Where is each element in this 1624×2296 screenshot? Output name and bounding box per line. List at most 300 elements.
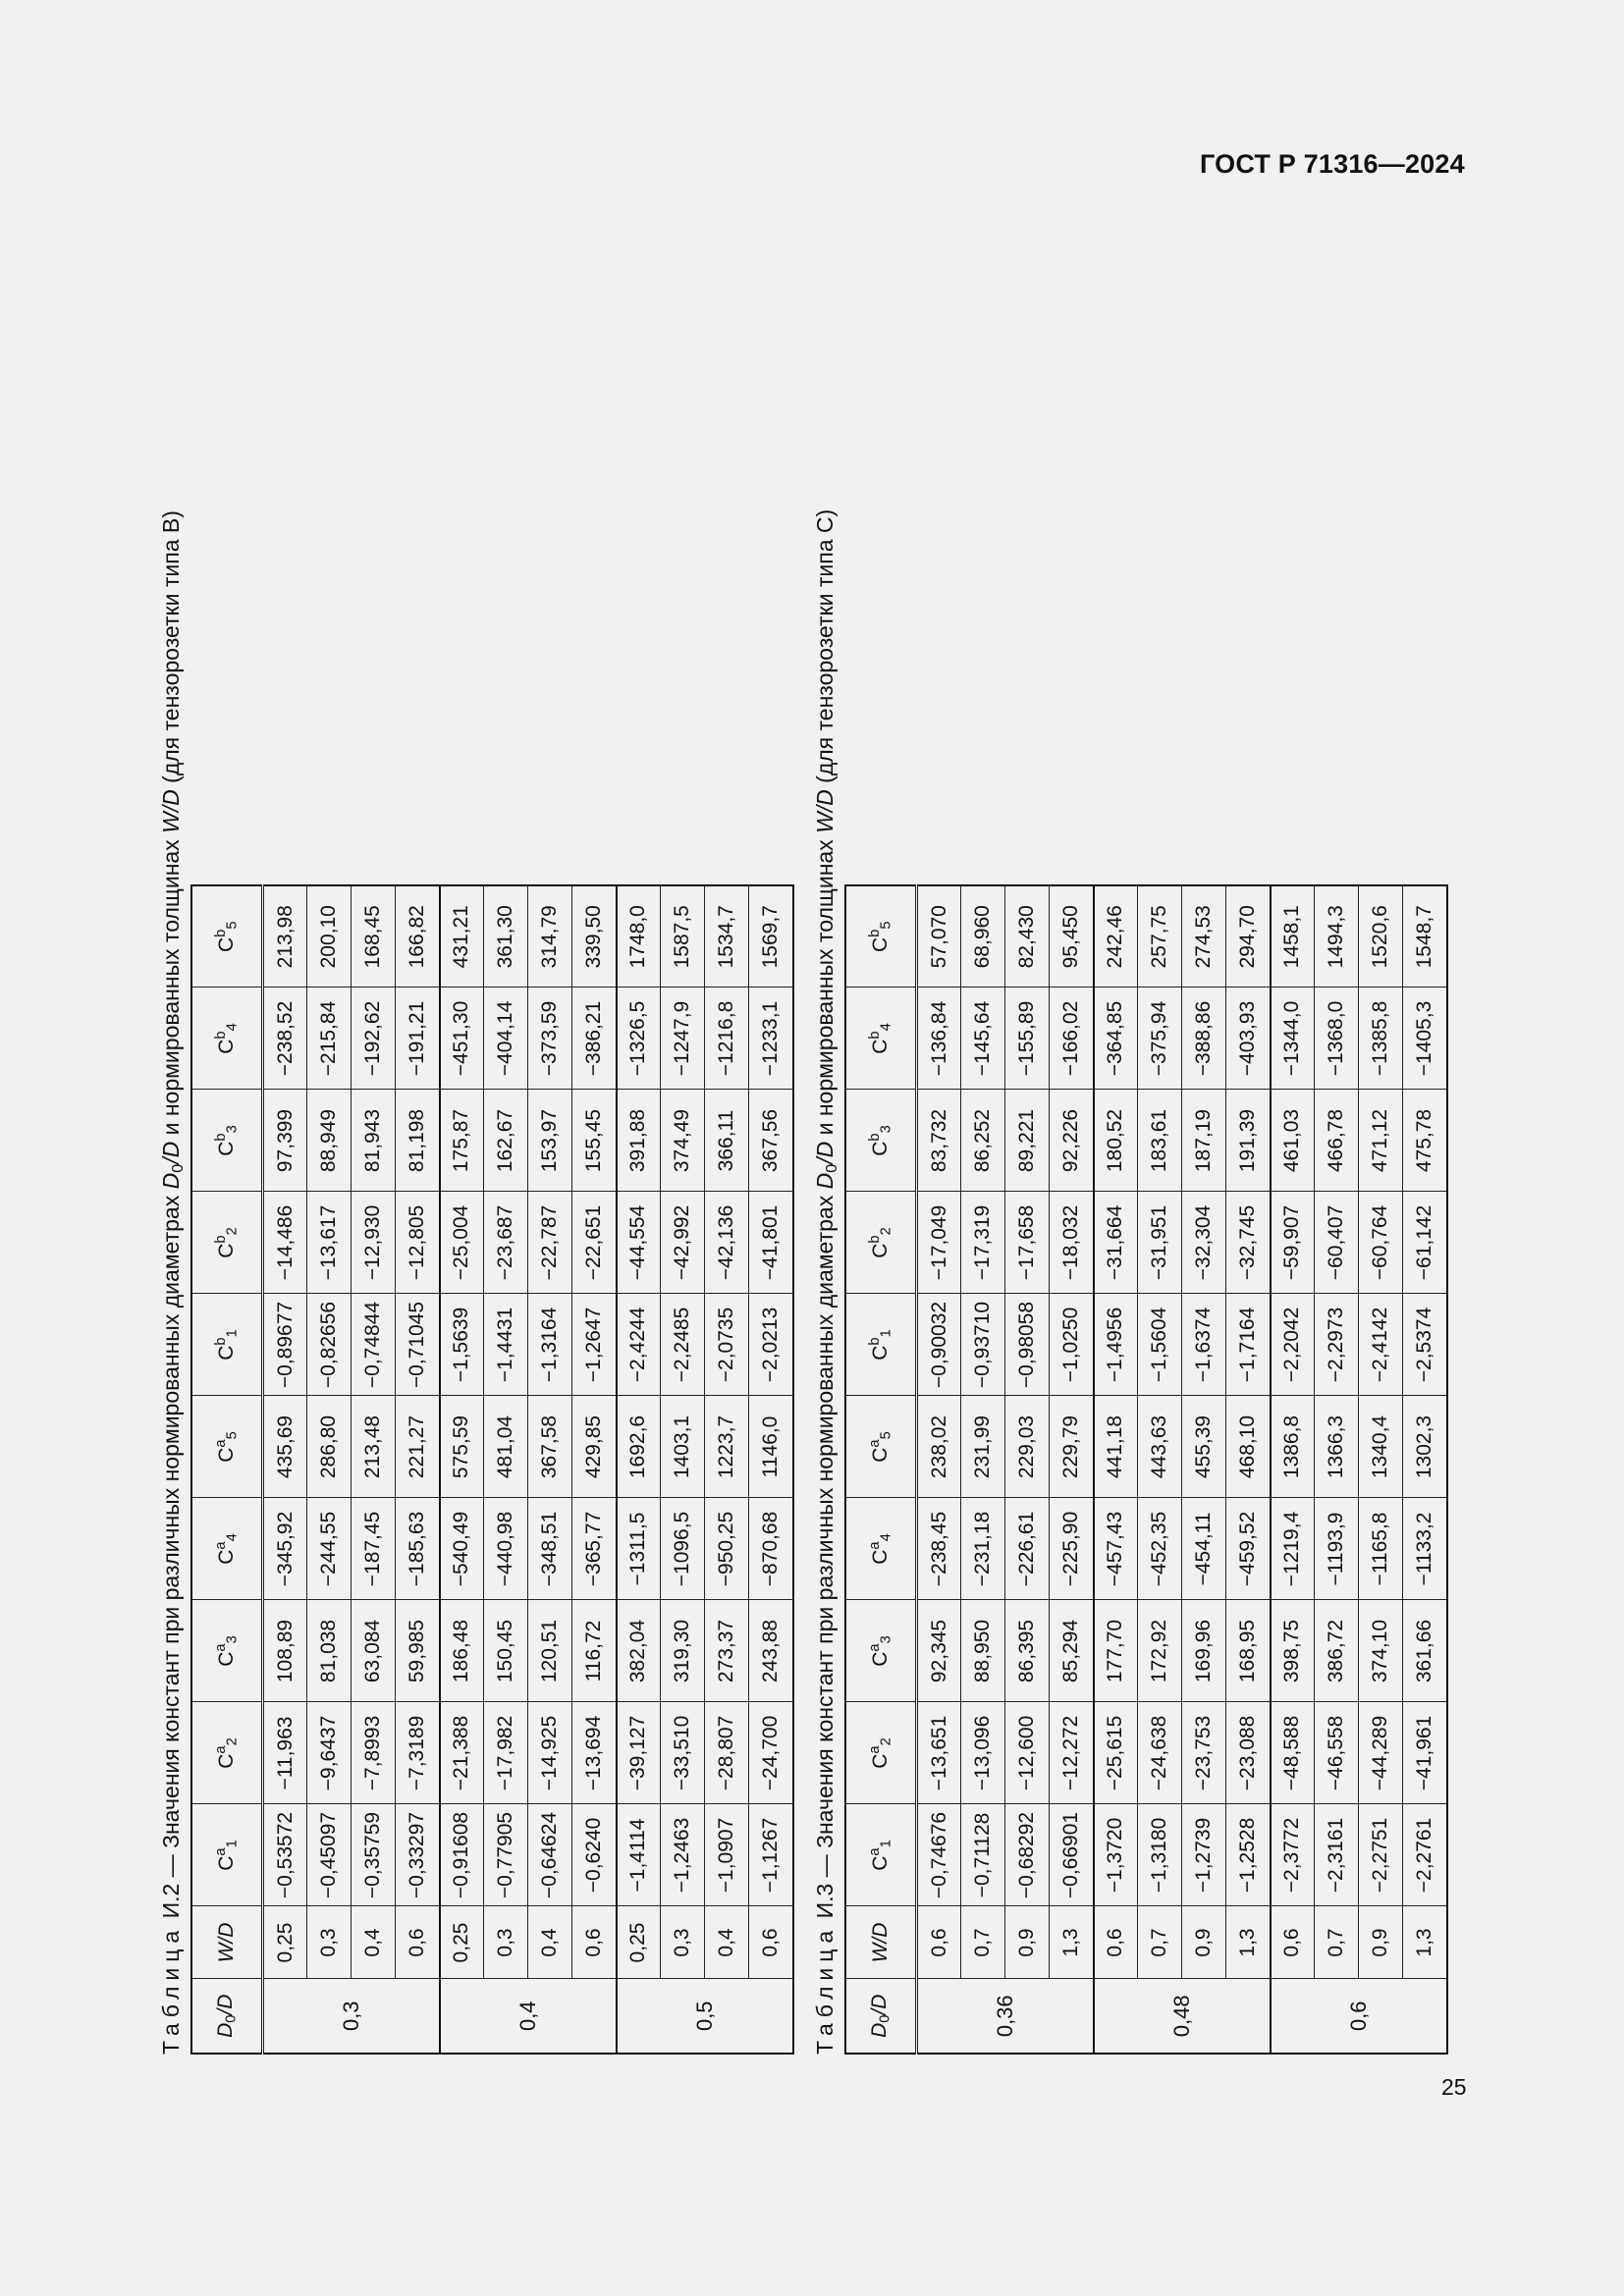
header-c-letter: C	[215, 1447, 239, 1463]
header-c-subscript: 4	[878, 1533, 894, 1542]
table-i3	[844, 884, 1448, 2055]
header-c-subscript: 5	[878, 921, 894, 930]
coefficient-cell: 81,198	[396, 1090, 440, 1192]
coefficient-cell: −1,2647	[572, 1294, 617, 1396]
coefficient-cell: 88,949	[307, 1090, 352, 1192]
caption-text: и нормированных толщинах	[158, 832, 184, 1142]
coefficient-cell: 1386,8	[1271, 1396, 1315, 1498]
wd-value: 1,3	[1403, 1906, 1447, 1979]
coefficient-cell: −1,3180	[1138, 1804, 1182, 1906]
header-c-subscript: 3	[224, 1635, 241, 1644]
coefficient-cell: −1165,8	[1359, 1498, 1403, 1600]
table-row	[1359, 885, 1403, 2054]
coefficient-cell: −191,21	[396, 988, 440, 1090]
coefficient-cell: 314,79	[528, 885, 572, 988]
coefficient-cell: −1,4114	[617, 1804, 661, 1906]
coefficient-cell: 257,75	[1138, 885, 1182, 988]
header-c-subscript: 4	[224, 1533, 241, 1542]
header-d0-sub: 0	[223, 2014, 240, 2023]
coefficient-cell: −1,3720	[1094, 1804, 1138, 1906]
coefficient-cell: −18,032	[1050, 1192, 1094, 1294]
coefficient-cell: 169,96	[1182, 1600, 1226, 1702]
coefficient-cell: −386,21	[572, 988, 617, 1090]
coefficient-cell: −0,71045	[396, 1294, 440, 1396]
coefficient-cell: 59,985	[396, 1600, 440, 1702]
coefficient-cell: −46,558	[1315, 1702, 1359, 1804]
coefficient-cell: −14,486	[263, 1192, 307, 1294]
coefficient-cell: −2,2751	[1359, 1804, 1403, 1906]
coefficient-cell: 339,50	[572, 885, 617, 988]
coefficient-cell: 575,59	[440, 1396, 484, 1498]
coefficient-cell: 1146,0	[749, 1396, 793, 1498]
coefficient-cell: −0,33297	[396, 1804, 440, 1906]
coefficient-cell: 68,960	[961, 885, 1005, 988]
coefficient-cell: −2,2761	[1403, 1804, 1447, 1906]
caption-text: Значения констант при различных нормированных диаметрах	[812, 1189, 838, 1848]
column-header-c3-a	[191, 1600, 263, 1702]
table-row	[1403, 885, 1447, 2054]
column-header-c5-a	[191, 1396, 263, 1498]
coefficient-cell: 172,92	[1138, 1600, 1182, 1702]
wd-value: 0,3	[661, 1906, 705, 1979]
coefficient-cell: 86,395	[1005, 1600, 1050, 1702]
coefficient-cell: 273,37	[705, 1600, 749, 1702]
coefficient-cell: 83,732	[917, 1090, 961, 1192]
coefficient-cell: −0,89677	[263, 1294, 307, 1396]
coefficient-cell: 431,21	[440, 885, 484, 988]
column-header-c4-b	[845, 988, 917, 1090]
table-row	[440, 885, 484, 2054]
coefficient-cell: −1405,3	[1403, 988, 1447, 1090]
coefficient-cell: −60,407	[1315, 1192, 1359, 1294]
coefficient-cell: −23,088	[1226, 1702, 1271, 1804]
coefficient-cell: 82,430	[1005, 885, 1050, 988]
coefficient-cell: −388,86	[1182, 988, 1226, 1090]
coefficient-cell: 1692,6	[617, 1396, 661, 1498]
column-header-c1-a	[845, 1804, 917, 1906]
column-header-d0-d	[191, 1979, 263, 2054]
coefficient-cell: −348,51	[528, 1498, 572, 1600]
coefficient-cell: −60,764	[1359, 1192, 1403, 1294]
coefficient-cell: −2,5374	[1403, 1294, 1447, 1396]
coefficient-cell: −25,615	[1094, 1702, 1138, 1804]
coefficient-cell: −61,142	[1403, 1192, 1447, 1294]
coefficient-cell: 238,02	[917, 1396, 961, 1498]
coefficient-cell: 81,943	[352, 1090, 396, 1192]
coefficient-cell: −225,90	[1050, 1498, 1094, 1600]
coefficient-cell: −0,6240	[572, 1804, 617, 1906]
coefficient-cell: −0,53572	[263, 1804, 307, 1906]
caption-wd: W/D	[812, 789, 838, 833]
header-c-subscript: 3	[878, 1635, 894, 1644]
coefficient-cell: −23,753	[1182, 1702, 1226, 1804]
coefficient-cell: 1548,7	[1403, 885, 1447, 988]
coefficient-cell: −136,84	[917, 988, 961, 1090]
column-header-c2-b	[191, 1192, 263, 1294]
header-c-superscript: a	[213, 1541, 230, 1550]
header-c-superscript: a	[867, 1847, 884, 1856]
caption-text: (для тензорозетки типа C)	[812, 508, 838, 790]
coefficient-cell: −1,5604	[1138, 1294, 1182, 1396]
table-i2-block	[157, 510, 794, 2055]
coefficient-cell: −41,961	[1403, 1702, 1447, 1804]
caption-number: И.3 —	[812, 1847, 838, 1925]
table-row	[705, 885, 749, 2054]
coefficient-cell: 120,51	[528, 1600, 572, 1702]
coefficient-cell: −1193,9	[1315, 1498, 1359, 1600]
column-header-c4-b	[191, 988, 263, 1090]
header-c-letter: C	[869, 1753, 893, 1769]
coefficient-cell: 88,950	[961, 1600, 1005, 1702]
coefficient-cell: −2,3772	[1271, 1804, 1315, 1906]
coefficient-cell: −0,71128	[961, 1804, 1005, 1906]
coefficient-cell: −2,3161	[1315, 1804, 1359, 1906]
header-c-letter: C	[215, 1753, 239, 1769]
wd-value: 0,9	[1182, 1906, 1226, 1979]
coefficient-cell: −226,61	[1005, 1498, 1050, 1600]
coefficient-cell: −166,02	[1050, 988, 1094, 1090]
coefficient-cell: 162,67	[484, 1090, 528, 1192]
header-c-letter: C	[215, 1855, 239, 1871]
wd-value: 0,6	[396, 1906, 440, 1979]
wd-value: 0,25	[263, 1906, 307, 1979]
coefficient-cell: −12,600	[1005, 1702, 1050, 1804]
coefficient-cell: −0,82656	[307, 1294, 352, 1396]
header-c-subscript: 2	[224, 1227, 241, 1236]
coefficient-cell: 186,48	[440, 1600, 484, 1702]
coefficient-cell: 168,95	[1226, 1600, 1271, 1702]
coefficient-cell: −0,64624	[528, 1804, 572, 1906]
caption-d0: D	[812, 1172, 838, 1190]
table-row	[572, 885, 617, 2054]
header-d0-letter: D	[868, 2022, 892, 2038]
coefficient-cell: 191,39	[1226, 1090, 1271, 1192]
coefficient-cell: −145,64	[961, 988, 1005, 1090]
coefficient-cell: 429,85	[572, 1396, 617, 1498]
coefficient-cell: −365,77	[572, 1498, 617, 1600]
coefficient-cell: 374,49	[661, 1090, 705, 1192]
header-c-subscript: 1	[224, 1329, 241, 1338]
coefficient-cell: −2,2485	[661, 1294, 705, 1396]
table-row	[396, 885, 440, 2054]
header-c-subscript: 1	[224, 1840, 241, 1848]
wd-value: 0,6	[1094, 1906, 1138, 1979]
table-i2	[190, 884, 794, 2055]
header-wd-text: W/D	[869, 1922, 892, 1963]
coefficient-cell: −17,049	[917, 1192, 961, 1294]
header-c-letter: C	[869, 1855, 893, 1871]
column-header-c1-b	[191, 1294, 263, 1396]
table-row	[961, 885, 1005, 2054]
coefficient-cell: 1223,7	[705, 1396, 749, 1498]
coefficient-cell: 441,18	[1094, 1396, 1138, 1498]
header-c-letter: C	[869, 1651, 893, 1667]
coefficient-cell: 1340,4	[1359, 1396, 1403, 1498]
coefficient-cell: 57,070	[917, 885, 961, 988]
coefficient-cell: 200,10	[307, 885, 352, 988]
coefficient-cell: −454,11	[1182, 1498, 1226, 1600]
coefficient-cell: −0,90032	[917, 1294, 961, 1396]
coefficient-cell: 481,04	[484, 1396, 528, 1498]
coefficient-cell: −22,787	[528, 1192, 572, 1294]
table-row	[1050, 885, 1094, 2054]
header-d0-slash: /D	[868, 1994, 892, 2015]
header-c-superscript: b	[213, 929, 230, 937]
coefficient-cell: 374,10	[1359, 1600, 1403, 1702]
coefficient-cell: 81,038	[307, 1600, 352, 1702]
coefficient-cell: 213,98	[263, 885, 307, 988]
header-c-subscript: 1	[878, 1840, 894, 1848]
coefficient-cell: 1520,6	[1359, 885, 1403, 988]
coefficient-cell: −44,554	[617, 1192, 661, 1294]
coefficient-cell: −404,14	[484, 988, 528, 1090]
coefficient-cell: 294,70	[1226, 885, 1271, 988]
coefficient-cell: 475,78	[1403, 1090, 1447, 1192]
coefficient-cell: −1133,2	[1403, 1498, 1447, 1600]
coefficient-cell: 229,03	[1005, 1396, 1050, 1498]
wd-value: 0,4	[528, 1906, 572, 1979]
table-row	[352, 885, 396, 2054]
header-c-subscript: 1	[878, 1329, 894, 1338]
page-number: 25	[1441, 2074, 1467, 2100]
header-c-superscript: b	[867, 1235, 884, 1244]
coefficient-cell: 319,30	[661, 1600, 705, 1702]
coefficient-cell: −364,85	[1094, 988, 1138, 1090]
coefficient-cell: 367,56	[749, 1090, 793, 1192]
coefficient-cell: −11,963	[263, 1702, 307, 1804]
coefficient-cell: −7,8993	[352, 1702, 396, 1804]
header-c-superscript: b	[213, 1133, 230, 1142]
header-c-subscript: 5	[878, 1431, 894, 1440]
coefficient-cell: −59,907	[1271, 1192, 1315, 1294]
table-i3-block	[811, 509, 1448, 2055]
header-c-subscript: 4	[224, 1023, 241, 1032]
coefficient-cell: −31,664	[1094, 1192, 1138, 1294]
coefficient-cell: 435,69	[263, 1396, 307, 1498]
coefficient-cell: −2,0735	[705, 1294, 749, 1396]
coefficient-cell: −0,45097	[307, 1804, 352, 1906]
header-c-subscript: 2	[878, 1737, 894, 1746]
table-row	[528, 885, 572, 2054]
table-row	[307, 885, 352, 2054]
coefficient-cell: 1534,7	[705, 885, 749, 988]
coefficient-cell: −238,52	[263, 988, 307, 1090]
header-c-letter: C	[215, 1243, 239, 1258]
coefficient-cell: −12,272	[1050, 1702, 1094, 1804]
header-c-superscript: a	[867, 1439, 884, 1448]
header-c-letter: C	[215, 1345, 239, 1361]
column-header-c4-a	[845, 1498, 917, 1600]
coefficient-cell: −32,304	[1182, 1192, 1226, 1294]
coefficient-cell: −1,0907	[705, 1804, 749, 1906]
coefficient-cell: −1344,0	[1271, 988, 1315, 1090]
wd-value: 0,9	[1359, 1906, 1403, 1979]
caption-text: (для тензорозетки типа B)	[158, 510, 184, 790]
coefficient-cell: 63,084	[352, 1600, 396, 1702]
coefficient-cell: 1569,7	[749, 885, 793, 988]
header-c-superscript: a	[213, 1847, 230, 1856]
d0-group-value: 0,4	[440, 1979, 617, 2054]
table-row	[1094, 885, 1138, 2054]
d0-group-value: 0,36	[917, 1979, 1094, 2054]
coefficient-cell: −2,2042	[1271, 1294, 1315, 1396]
coefficient-cell: −0,35759	[352, 1804, 396, 1906]
coefficient-cell: 86,252	[961, 1090, 1005, 1192]
coefficient-cell: 221,27	[396, 1396, 440, 1498]
column-header-c2-b	[845, 1192, 917, 1294]
coefficient-cell: 89,221	[1005, 1090, 1050, 1192]
coefficient-cell: 213,48	[352, 1396, 396, 1498]
coefficient-cell: −17,982	[484, 1702, 528, 1804]
table-caption	[811, 509, 844, 2055]
column-header-c3-b	[191, 1090, 263, 1192]
coefficient-cell: −17,319	[961, 1192, 1005, 1294]
coefficient-cell: −1233,1	[749, 988, 793, 1090]
header-d0-letter: D	[214, 2022, 238, 2038]
coefficient-cell: −39,127	[617, 1702, 661, 1804]
caption-label: Таблица	[158, 1924, 184, 2055]
coefficient-cell: 391,88	[617, 1090, 661, 1192]
column-header-c5-b	[845, 885, 917, 988]
coefficient-cell: −0,77905	[484, 1804, 528, 1906]
table-caption	[157, 510, 190, 2055]
coefficient-cell: 455,39	[1182, 1396, 1226, 1498]
header-c-subscript: 5	[224, 921, 241, 930]
coefficient-cell: −21,388	[440, 1702, 484, 1804]
coefficient-cell: −373,59	[528, 988, 572, 1090]
wd-value: 0,6	[572, 1906, 617, 1979]
coefficient-cell: 92,226	[1050, 1090, 1094, 1192]
header-c-letter: C	[215, 1039, 239, 1054]
header-c-subscript: 5	[224, 1431, 241, 1440]
wd-value: 0,6	[749, 1906, 793, 1979]
column-header-c3-b	[845, 1090, 917, 1192]
header-c-superscript: b	[867, 1133, 884, 1142]
column-header-c5-b	[191, 885, 263, 988]
coefficient-cell: −187,45	[352, 1498, 396, 1600]
coefficient-cell: 155,45	[572, 1090, 617, 1192]
table-row	[1182, 885, 1226, 2054]
header-c-letter: C	[215, 1651, 239, 1667]
coefficient-cell: −25,004	[440, 1192, 484, 1294]
coefficient-cell: 382,04	[617, 1600, 661, 1702]
column-header-c1-a	[191, 1804, 263, 1906]
coefficient-cell: −24,700	[749, 1702, 793, 1804]
coefficient-cell: −403,93	[1226, 988, 1271, 1090]
coefficient-cell: 366,11	[705, 1090, 749, 1192]
coefficient-cell: −451,30	[440, 988, 484, 1090]
header-c-superscript: a	[213, 1745, 230, 1754]
coefficient-cell: −1216,8	[705, 988, 749, 1090]
coefficient-cell: −1385,8	[1359, 988, 1403, 1090]
coefficient-cell: −0,98058	[1005, 1294, 1050, 1396]
header-c-superscript: a	[213, 1439, 230, 1448]
table-row	[1138, 885, 1182, 2054]
coefficient-cell: −14,925	[528, 1702, 572, 1804]
caption-d0-sub: 0	[823, 1163, 841, 1173]
coefficient-cell: 153,97	[528, 1090, 572, 1192]
table-row	[661, 885, 705, 2054]
column-header-c4-a	[191, 1498, 263, 1600]
coefficient-cell: −2,2973	[1315, 1294, 1359, 1396]
wd-value: 0,6	[917, 1906, 961, 1979]
wd-value: 0,6	[1271, 1906, 1315, 1979]
coefficient-cell: −12,805	[396, 1192, 440, 1294]
coefficient-cell: −0,68292	[1005, 1804, 1050, 1906]
caption-label: Таблица	[812, 1924, 838, 2055]
header-c-subscript: 2	[224, 1737, 241, 1746]
caption-text: и нормированных толщинах	[812, 832, 838, 1142]
coefficient-cell: −345,92	[263, 1498, 307, 1600]
d0-group-value: 0,3	[263, 1979, 440, 2054]
coefficient-cell: −33,510	[661, 1702, 705, 1804]
header-wd-text: W/D	[215, 1922, 238, 1963]
header-c-superscript: a	[867, 1745, 884, 1754]
coefficient-cell: −28,807	[705, 1702, 749, 1804]
coefficient-cell: −7,3189	[396, 1702, 440, 1804]
coefficient-cell: −440,98	[484, 1498, 528, 1600]
coefficient-cell: −13,096	[961, 1702, 1005, 1804]
caption-d0: D	[158, 1172, 184, 1190]
column-header-w-d	[191, 1906, 263, 1979]
coefficient-cell: −459,52	[1226, 1498, 1271, 1600]
coefficient-cell: 1302,3	[1403, 1396, 1447, 1498]
coefficient-cell: −0,74676	[917, 1804, 961, 1906]
coefficient-cell: −870,68	[749, 1498, 793, 1600]
header-c-superscript: a	[867, 1541, 884, 1550]
header-c-superscript: b	[213, 1337, 230, 1346]
column-header-c2-a	[845, 1702, 917, 1804]
coefficient-cell: −13,694	[572, 1702, 617, 1804]
coefficient-cell: −0,93710	[961, 1294, 1005, 1396]
coefficient-cell: 95,450	[1050, 885, 1094, 988]
coefficient-cell: 1366,3	[1315, 1396, 1359, 1498]
coefficient-cell: −42,992	[661, 1192, 705, 1294]
coefficient-cell: −185,63	[396, 1498, 440, 1600]
coefficient-cell: 471,12	[1359, 1090, 1403, 1192]
coefficient-cell: 468,10	[1226, 1396, 1271, 1498]
column-header-w-d	[845, 1906, 917, 1979]
coefficient-cell: −1,5639	[440, 1294, 484, 1396]
table-row	[1005, 885, 1050, 2054]
table-row	[263, 885, 307, 2054]
column-header-c2-a	[191, 1702, 263, 1804]
caption-d0-slash: /D	[158, 1141, 184, 1164]
coefficient-cell: −231,18	[961, 1498, 1005, 1600]
header-c-letter: C	[869, 1039, 893, 1054]
header-c-subscript: 2	[878, 1227, 894, 1236]
header-c-superscript: b	[867, 1337, 884, 1346]
wd-value: 1,3	[1050, 1906, 1094, 1979]
coefficient-cell: 242,46	[1094, 885, 1138, 988]
coefficient-cell: −12,930	[352, 1192, 396, 1294]
wd-value: 0,4	[705, 1906, 749, 1979]
coefficient-cell: 187,19	[1182, 1090, 1226, 1192]
coefficient-cell: 177,70	[1094, 1600, 1138, 1702]
coefficient-cell: 231,99	[961, 1396, 1005, 1498]
header-c-subscript: 4	[878, 1023, 894, 1032]
coefficient-cell: 1587,5	[661, 885, 705, 988]
wd-value: 0,7	[961, 1906, 1005, 1979]
coefficient-cell: −1,1267	[749, 1804, 793, 1906]
header-c-letter: C	[869, 1447, 893, 1463]
column-header-c3-a	[845, 1600, 917, 1702]
coefficient-cell: −1,2463	[661, 1804, 705, 1906]
header-c-letter: C	[869, 1243, 893, 1258]
coefficient-cell: −155,89	[1005, 988, 1050, 1090]
coefficient-cell: 398,75	[1271, 1600, 1315, 1702]
wd-value: 0,3	[484, 1906, 528, 1979]
